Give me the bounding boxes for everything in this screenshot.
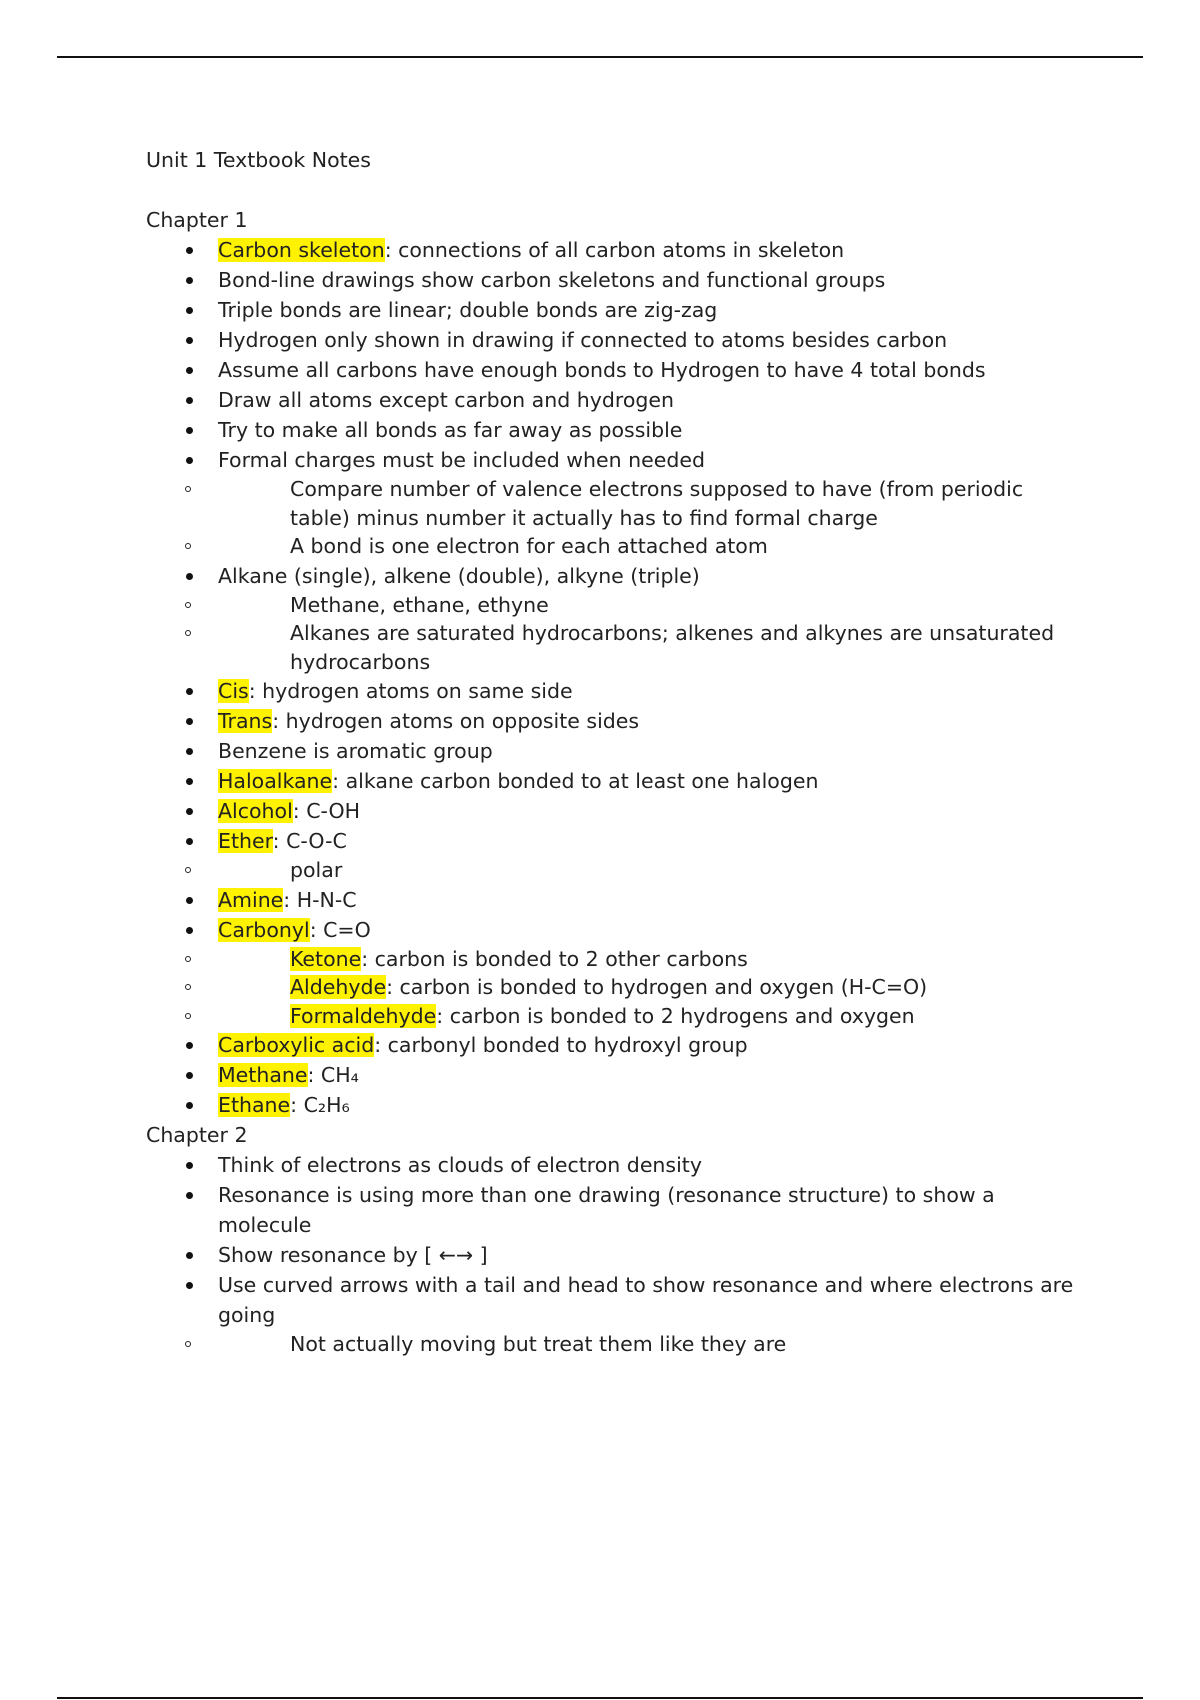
- bullet-text: : carbon is bonded to 2 other carbons: [361, 946, 748, 971]
- bullet-text: Draw all atoms except carbon and hydrogen: [218, 388, 674, 412]
- bullet-text: Use curved arrows with a tail and head to show resonance and where electrons are going: [218, 1273, 1074, 1327]
- highlighted-term: Ethane: [218, 1093, 291, 1117]
- bullet-item: [146, 676, 1086, 706]
- bullet-text: Assume all carbons have enough bonds to Hydrogen to have 4 total bonds: [218, 358, 986, 382]
- highlighted-term: Trans: [218, 709, 273, 733]
- bullet-text: : C-O-C: [272, 829, 347, 853]
- sub-bullet-item: [146, 532, 1086, 561]
- bullet-text: : H-N-C: [283, 887, 357, 912]
- bullet-text: : carbonyl bonded to hydroxyl group: [374, 1033, 748, 1057]
- document-title: Unit 1 Textbook Notes: [146, 148, 371, 172]
- bottom-rule: [57, 1697, 1143, 1699]
- bullet-item: [146, 235, 1086, 265]
- bullet-item: [146, 561, 1086, 677]
- highlighted-term: Ketone: [290, 946, 362, 971]
- bullet-text: Benzene is aromatic group: [218, 739, 493, 763]
- bullet-item: [146, 265, 1086, 295]
- bullet-text: : C₂H₆: [290, 1093, 350, 1117]
- bullet-item: [146, 1240, 1086, 1270]
- bullet-item: [146, 826, 1086, 885]
- highlighted-term: Methane: [218, 1063, 308, 1087]
- bullet-item: [146, 915, 1086, 1031]
- highlighted-term: Carbonyl: [218, 917, 310, 942]
- highlighted-term: Formaldehyde: [290, 1003, 437, 1028]
- chapter-1-heading: Chapter 1: [146, 208, 248, 232]
- bullet-text: : hydrogen atoms on opposite sides: [272, 709, 640, 733]
- bullet-text: Hydrogen only shown in drawing if connected to atoms besides carbon: [218, 328, 948, 352]
- bullet-text: A bond is one electron for each attached atom: [290, 534, 768, 558]
- sub-list: [218, 1330, 1086, 1359]
- bullet-text: : hydrogen atoms on same side: [248, 679, 573, 703]
- bullet-text: Alkane (single), alkene (double), alkyne (triple): [218, 563, 700, 588]
- highlighted-term: Haloalkane: [218, 769, 333, 793]
- bullet-text: : alkane carbon bonded to at least one halogen: [332, 769, 819, 793]
- highlighted-term: Amine: [218, 887, 284, 912]
- sub-bullet-item: [146, 1002, 1086, 1031]
- bullet-text: Triple bonds are linear; double bonds are zig-zag: [218, 298, 718, 322]
- bullet-text: polar: [290, 858, 343, 882]
- bullet-text: Alkanes are saturated hydrocarbons; alkenes and alkynes are unsaturated hydrocarbons: [290, 621, 1055, 674]
- bullet-text: Not actually moving but treat them like they are: [290, 1332, 787, 1356]
- bullet-text: : CH₄: [307, 1063, 359, 1087]
- bullet-text: Show resonance by [ ←→ ]: [218, 1243, 488, 1267]
- bullet-item: [146, 325, 1086, 355]
- bullet-item: [146, 706, 1086, 736]
- sub-list: [218, 475, 1086, 561]
- bullet-text: Formal charges must be included when needed: [218, 448, 706, 472]
- sub-bullet-item: [146, 591, 1086, 620]
- sub-list: [218, 945, 1086, 1031]
- bullet-item: [146, 1090, 1086, 1120]
- bullet-text: Bond-line drawings show carbon skeletons and functional groups: [218, 268, 886, 292]
- highlighted-term: Aldehyde: [290, 975, 387, 999]
- highlighted-term: Ether: [218, 829, 273, 853]
- bullet-text: Resonance is using more than one drawing (resonance structure) to show a molecule: [218, 1183, 995, 1237]
- bullet-item: [146, 1060, 1086, 1090]
- chapter-2-heading: Chapter 2: [146, 1123, 248, 1147]
- bullet-item: [146, 415, 1086, 445]
- highlighted-term: Carbon skeleton: [218, 238, 385, 262]
- bullet-text: Compare number of valence electrons supposed to have (from periodic table) minus number it actually has to find formal charge: [290, 477, 1024, 530]
- sub-bullet-item: [146, 856, 1086, 885]
- bullet-item: [146, 885, 1086, 915]
- chapter-1-list: [146, 235, 1086, 1120]
- sub-bullet-item: [146, 619, 1086, 676]
- bullet-item: [146, 796, 1086, 826]
- bullet-item: [146, 445, 1086, 561]
- chapter-2-list: [146, 1150, 1086, 1359]
- sub-bullet-item: [146, 973, 1086, 1002]
- sub-list: [218, 591, 1086, 677]
- bullet-item: [146, 1150, 1086, 1180]
- bullet-text: : connections of all carbon atoms in skeleton: [384, 238, 845, 262]
- top-rule: [57, 56, 1143, 58]
- bullet-item: [146, 1270, 1086, 1359]
- bullet-item: [146, 766, 1086, 796]
- bullet-item: [146, 295, 1086, 325]
- bullet-item: [146, 385, 1086, 415]
- bullet-item: [146, 355, 1086, 385]
- bullet-item: [146, 1180, 1086, 1240]
- bullet-text: Think of electrons as clouds of electron density: [218, 1153, 702, 1177]
- sub-bullet-item: [146, 1330, 1086, 1359]
- bullet-text: : carbon is bonded to hydrogen and oxygen (H-C=O): [386, 975, 928, 999]
- sub-bullet-item: [146, 945, 1086, 974]
- bullet-item: [146, 736, 1086, 766]
- bullet-text: Try to make all bonds as far away as possible: [218, 418, 683, 442]
- bullet-text: Methane, ethane, ethyne: [290, 592, 549, 617]
- highlighted-term: Cis: [218, 679, 249, 703]
- bullet-text: : C-OH: [292, 799, 361, 823]
- highlighted-term: Carboxylic acid: [218, 1033, 375, 1057]
- sub-list: [218, 856, 1086, 885]
- sub-bullet-item: [146, 475, 1086, 532]
- bullet-text: : C=O: [309, 917, 371, 942]
- notes-content: [146, 145, 1086, 1359]
- highlighted-term: Alcohol: [218, 799, 293, 823]
- bullet-item: [146, 1030, 1086, 1060]
- bullet-text: : carbon is bonded to 2 hydrogens and oxygen: [436, 1003, 915, 1028]
